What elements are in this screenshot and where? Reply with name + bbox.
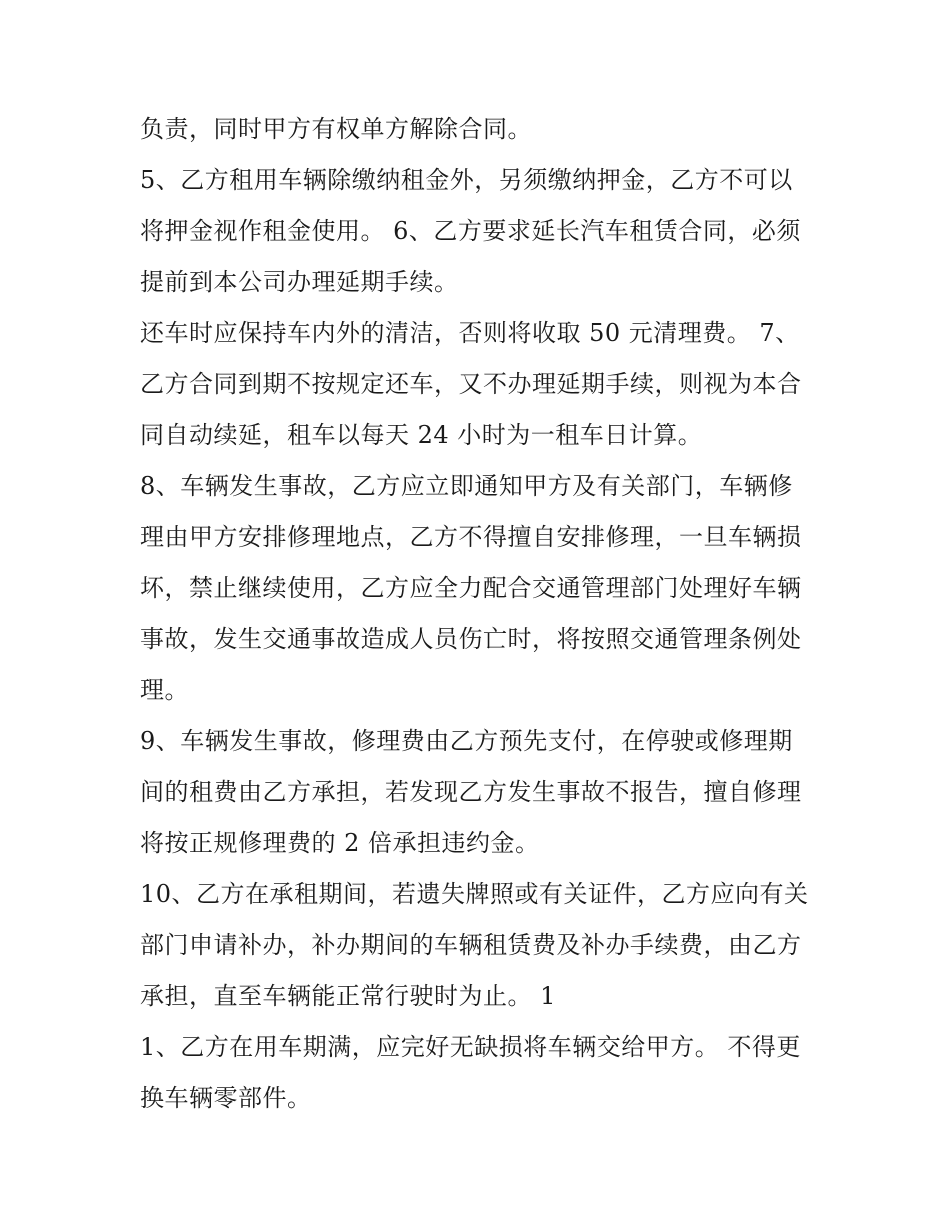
text-line: 提前到本公司办理延期手续。 <box>140 268 459 296</box>
text-line: 1、乙方在用车期满，应完好无缺损将车辆交给甲方。 不得更 <box>140 1033 801 1061</box>
text-line: 10、乙方在承租期间，若遗失牌照或有关证件，乙方应向有关 <box>140 880 809 908</box>
text-line: 将按正规修理费的 2 倍承担违约金。 <box>140 829 540 857</box>
text-line: 9、车辆发生事故，修理费由乙方预先支付，在停驶或修理期 <box>140 727 793 755</box>
text-line: 同自动续延，租车以每天 24 小时为一租车日计算。 <box>140 421 703 449</box>
text-line: 承担，直至车辆能正常行驶时为止。 1 <box>140 982 556 1010</box>
contract-text-block <box>140 104 830 1124</box>
text-line: 部门申请补办，补办期间的车辆租赁费及补办手续费，由乙方 <box>140 931 802 959</box>
text-line: 8、车辆发生事故，乙方应立即通知甲方及有关部门，车辆修 <box>140 472 793 500</box>
text-line: 换车辆零部件。 <box>140 1084 312 1112</box>
text-line: 负责，同时甲方有权单方解除合同。 <box>140 115 532 143</box>
text-line: 5、乙方租用车辆除缴纳租金外，另须缴纳押金，乙方不可以 <box>140 166 793 194</box>
text-line: 坏，禁止继续使用，乙方应全力配合交通管理部门处理好车辆 <box>140 574 802 602</box>
text-line: 将押金视作租金使用。 6、乙方要求延长汽车租赁合同，必须 <box>140 217 801 245</box>
text-line: 事故，发生交通事故造成人员伤亡时，将按照交通管理条例处 <box>140 625 802 653</box>
text-line: 间的租费由乙方承担，若发现乙方发生事故不报告，擅自修理 <box>140 778 802 806</box>
text-line: 理由甲方安排修理地点，乙方不得擅自安排修理，一旦车辆损 <box>140 523 802 551</box>
text-line: 理。 <box>140 676 189 704</box>
text-line: 还车时应保持车内外的清洁，否则将收取 50 元清理费。 7、 <box>140 319 800 347</box>
text-line: 乙方合同到期不按规定还车，又不办理延期手续，则视为本合 <box>140 370 802 398</box>
